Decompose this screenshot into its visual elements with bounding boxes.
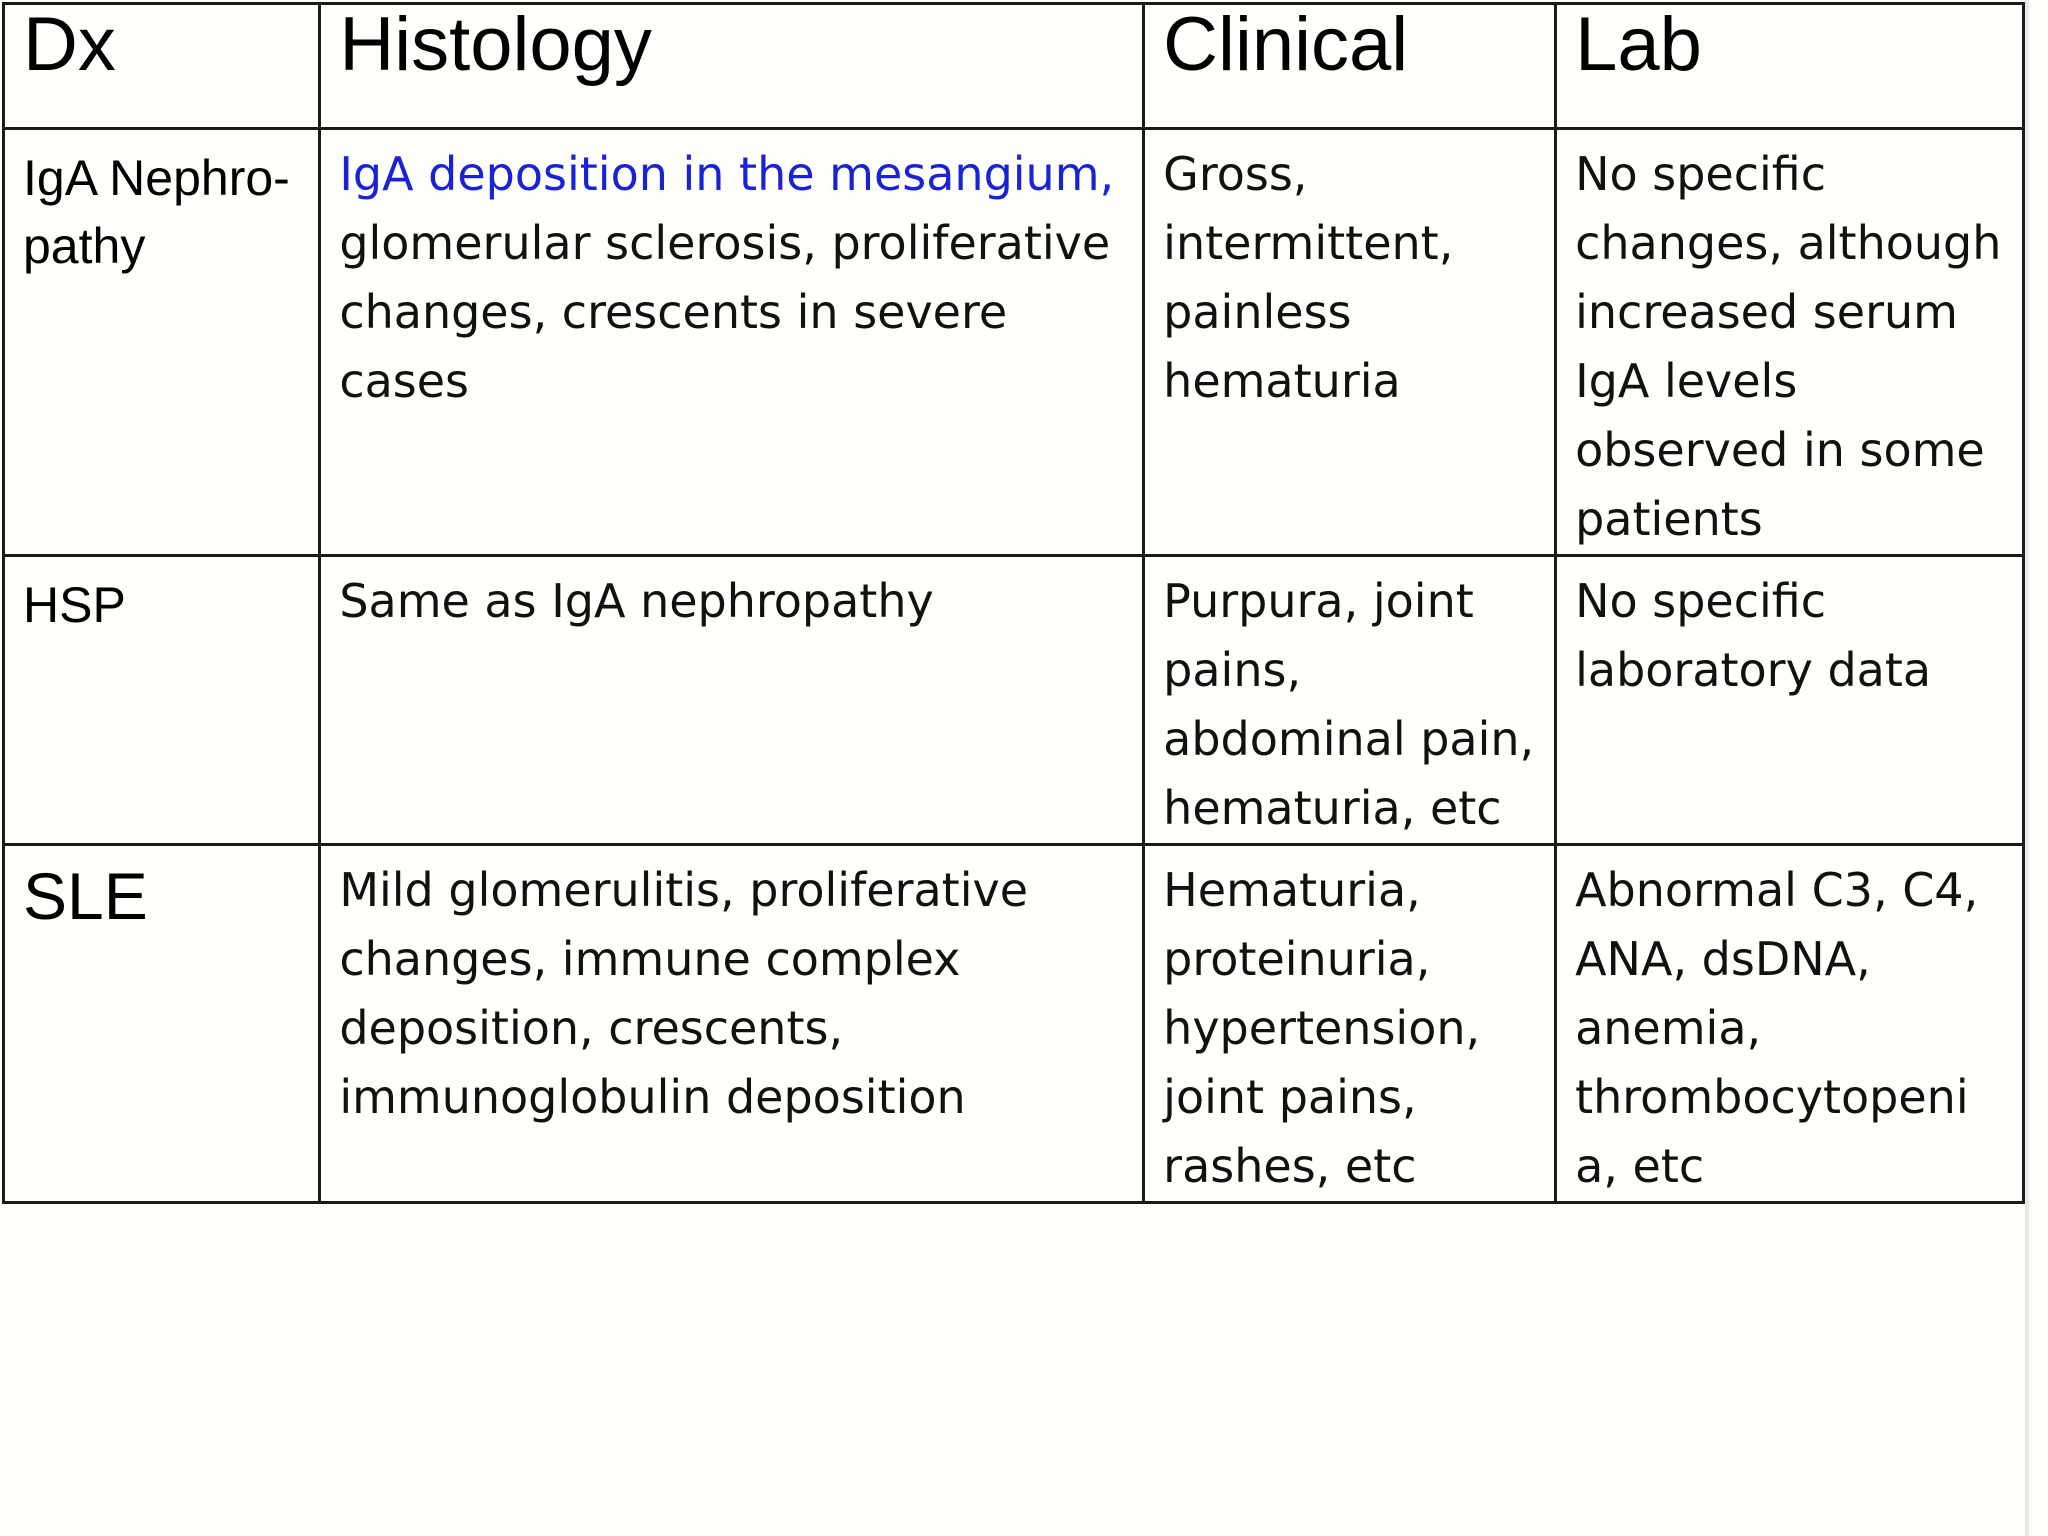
dx-sle: SLE: [4, 845, 320, 1203]
right-edge-divider: [2025, 0, 2029, 1536]
dx-hsp: HSP: [4, 556, 320, 845]
histology-text: glomerular sclerosis, proliferative changes, crescents in severe cases: [339, 216, 1111, 408]
table-row-sle: [4, 845, 2024, 1203]
header-clinical: Clinical: [1144, 4, 1556, 129]
lab-hsp: No specific laboratory data: [1556, 556, 2024, 845]
differential-diagnosis-table: [2, 2, 2025, 1204]
histology-sle: Mild glomerulitis, proliferative changes, immune complex deposition, crescents, immunoglobulin deposition: [320, 845, 1144, 1203]
clinical-hsp: Purpura, joint pains, abdominal pain, hematuria, etc: [1144, 556, 1556, 845]
dx-label: IgA Nephro-pathy: [23, 150, 290, 274]
table-row-iga-nephropathy: [4, 129, 2024, 556]
table-row-hsp: [4, 556, 2024, 845]
dx-iga-nephropathy: [4, 129, 320, 556]
histology-hsp: Same as IgA nephropathy: [320, 556, 1144, 845]
header-histology: Histology: [320, 4, 1144, 129]
histology-iga-nephropathy: [320, 129, 1144, 556]
histology-highlight: IgA deposition in the mesangium,: [339, 147, 1115, 201]
clinical-iga-nephropathy: Gross, intermittent, painless hematuria: [1144, 129, 1556, 556]
lab-iga-nephropathy: No specific changes, although increased serum IgA levels observed in some patients: [1556, 129, 2024, 556]
table-header-row: [4, 4, 2024, 129]
lab-sle: Abnormal C3, C4, ANA, dsDNA, anemia, thrombocytopeni a, etc: [1556, 845, 2024, 1203]
clinical-sle: Hematuria, proteinuria, hypertension, joint pains, rashes, etc: [1144, 845, 1556, 1203]
header-dx: Dx: [4, 4, 320, 129]
header-lab: Lab: [1556, 4, 2024, 129]
